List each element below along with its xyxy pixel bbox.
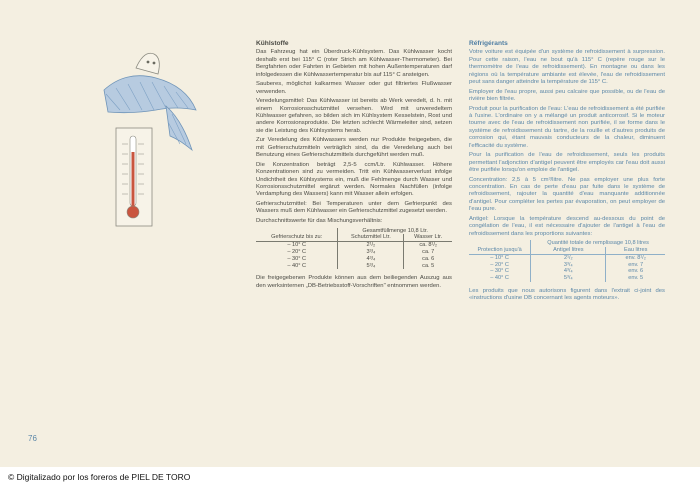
table-row [469, 254, 665, 261]
french-paragraph: Employer de l'eau propre, aussi peu calcaire que possible, ou de l'eau de rivière bien filtrée. [469, 88, 665, 103]
table-header: Antigel litres [531, 247, 606, 254]
table-cell: – 20° C [490, 261, 509, 268]
german-paragraph: Veredelungsmittel: Das Kühlwasser ist bereits ab Werk veredelt, d. h. mit einem Korrosionsschutzmittel versehen. Wird mit unveredeltem Kühlwasser gefahren, so bilden sich im Kühlsystem Kesselstein, Rost und andere Korrosionsprodukte. Die letzten schlecht Wärmeleiter sind, setzen sie die Leistung des Kühlsystems herab. [256, 98, 452, 134]
table-cell: – 10° C [490, 254, 509, 261]
german-paragraph: Zur Veredelung des Kühlwassers werden nur Produkte freigegeben, die mit Gefrierschutzmitteln verträglich sind, da die Veredelung auch bei Benutzung eines Gefrierschutzmittels durchgeführt werden muß. [256, 137, 452, 159]
french-paragraph: Pour la purification de l'eau de refroidissement, seuls les produits permettant l'adjonction d'antigel peuvent être employés car l'eau doit aussi être purifiée lorsqu'on emploie de l'antigel. [469, 152, 665, 174]
table-row [256, 263, 452, 270]
german-closing: Die freigegebenen Produkte können aus dem beiliegenden Auszug aus den werksinternen „DB-Betriebsstoff-Vorschriften" entnommen werden. [256, 275, 452, 289]
french-paragraph: Antigel: Lorsque la température descend au-dessous du point de congélation de l'eau, il est nécessaire d'ajouter de l'antigel à l'eau de refroidissement dans les proportions suivantes: [469, 215, 665, 237]
table-row [256, 249, 452, 256]
french-paragraph: Concentration: 2,5 à 5 cm³/litre. Ne pas employer une plus forte concentration. En cas de perte d'eau par fuite dans le système de refroidissement, rajouter la quantité d'eau manquante additionnée d'antigel. Pour compléter les pertes par évaporation, on peut employer de l'eau pure. [469, 176, 665, 213]
table-header: Gesamtfüllmenge 10,8 Ltr. [338, 228, 452, 235]
table-cell: ca. 7 [404, 249, 452, 256]
german-heading: Kühlstoffe [256, 40, 289, 47]
scan-credit: © Digitalizado por los foreros de PIEL DE TORO [8, 472, 191, 482]
table-cell: 5³/₄ [531, 275, 606, 282]
table-cell: – 40° C [490, 275, 509, 282]
table-cell: env. 8¹/₂ [606, 254, 665, 261]
table-cell: 4³/₄ [338, 256, 404, 263]
table-row [469, 268, 665, 275]
german-paragraph: Die Konzentration beträgt 2,5-5 ccm/Ltr. Kühlwasser. Höhere Konzentrationen sind zu vermeiden. Tritt ein Kühlwasserverlust infolge Undichtheit des Kühlsystems ein, muß die Fehlmenge durch Wasser und Korrosionsschutzmittel ergänzt werden. Normales Nachfüllen (infolge Verdampfung des Wassers) kann mit Wasser allein erfolgen. [256, 161, 452, 198]
table-cell: ca. 6 [404, 256, 452, 263]
table-cell: env. 7 [606, 262, 665, 269]
french-column [469, 40, 665, 305]
table-header: Eau litres [606, 247, 665, 254]
french-antifreeze-table [469, 240, 665, 282]
table-row [469, 275, 665, 282]
radiator-thermometer-scarf-illustration [96, 40, 216, 240]
table-header: Protection jusqu'à [469, 240, 531, 254]
table-cell: 3³/₄ [531, 262, 606, 269]
table-cell: – 10° C [287, 242, 307, 249]
german-paragraph: Gefrierschutzmittel: Bei Temperaturen unter dem Gefrierpunkt des Wassers muß dem Kühlwasser ein Gefrierschutzmittel zugesetzt werden. [256, 201, 452, 215]
french-heading: Réfrigérants [469, 40, 508, 47]
table-header: Wasser Ltr. [404, 234, 452, 241]
french-paragraph: Votre voiture est équipée d'un système de refroidissement à surpression. Pour cette raison, l'eau ne bout qu'à 115° C (repère rouge sur le thermomètre de l'eau de refroidissement). En montagne ou dans les régions où la température ambiante est élevée, l'eau de refroidissement peut sans danger atteindre la température de 115° C. [469, 49, 665, 86]
table-header: Gefrierschutz bis zu: [256, 228, 338, 242]
german-antifreeze-table [256, 228, 452, 270]
table-cell: 5³/₄ [338, 263, 404, 270]
table-cell: env. 6 [606, 268, 665, 275]
page-number: 76 [28, 434, 37, 443]
table-cell: 2¹/₂ [531, 254, 606, 261]
french-closing: Les produits que nous autorisons figurent dans l'extrait ci-joint des «instructions d'usine DB concernant les agents moteurs». [469, 288, 665, 302]
table-cell: 3³/₄ [338, 249, 404, 256]
table-row [256, 242, 452, 249]
table-cell: – 30° C [490, 268, 509, 275]
table-cell: 2¹/₂ [338, 242, 404, 249]
table-header: Schutzmittel Ltr. [338, 234, 404, 241]
table-cell: ca. 5 [404, 263, 452, 270]
table-header: Quantité totale de remplissage 10,8 litres [531, 240, 665, 247]
table-row [256, 256, 452, 263]
german-paragraph: Das Fahrzeug hat ein Überdruck-Kühlsystem. Das Kühlwasser kocht deshalb erst bei 115° C (roter Strich am Kühlwasser-Thermometer). Bei Bergfahrten oder Fahrten in Gebieten mit hohen Außentemperaturen darf infolgedessen die Kühlwassertemperatur bis auf 115° C ansteigen. [256, 49, 452, 78]
table-cell: 4³/₄ [531, 268, 606, 275]
german-paragraph: Sauberes, möglichst kalkarmes Wasser oder gut filtriertes Flußwasser verwenden. [256, 81, 452, 95]
table-cell: – 40° C [287, 262, 307, 269]
table-cell: – 30° C [287, 255, 307, 262]
table-cell: – 20° C [287, 249, 307, 256]
table-row [469, 262, 665, 269]
table-cell: ca. 8¹/₂ [404, 242, 452, 249]
german-column [256, 40, 452, 292]
german-paragraph: Durchschnittswerte für das Mischungsverhältnis: [256, 218, 383, 225]
french-paragraph: Produit pour la purification de l'eau: L'eau de refroidissement a été purifiée à l'usine. L'ordinaire on y a mélangé un produit anticorrosif. Si le moteur tourne avec de l'eau de refroidissement non purifiée, il se forme dans le système de refroidissement du tartre, de la rouille et d'autres produits de corrosion qui, étant mauvais conducteurs de la chaleur, diminuent l'efficacité du système. [469, 105, 665, 149]
table-cell: env. 5 [606, 275, 665, 282]
